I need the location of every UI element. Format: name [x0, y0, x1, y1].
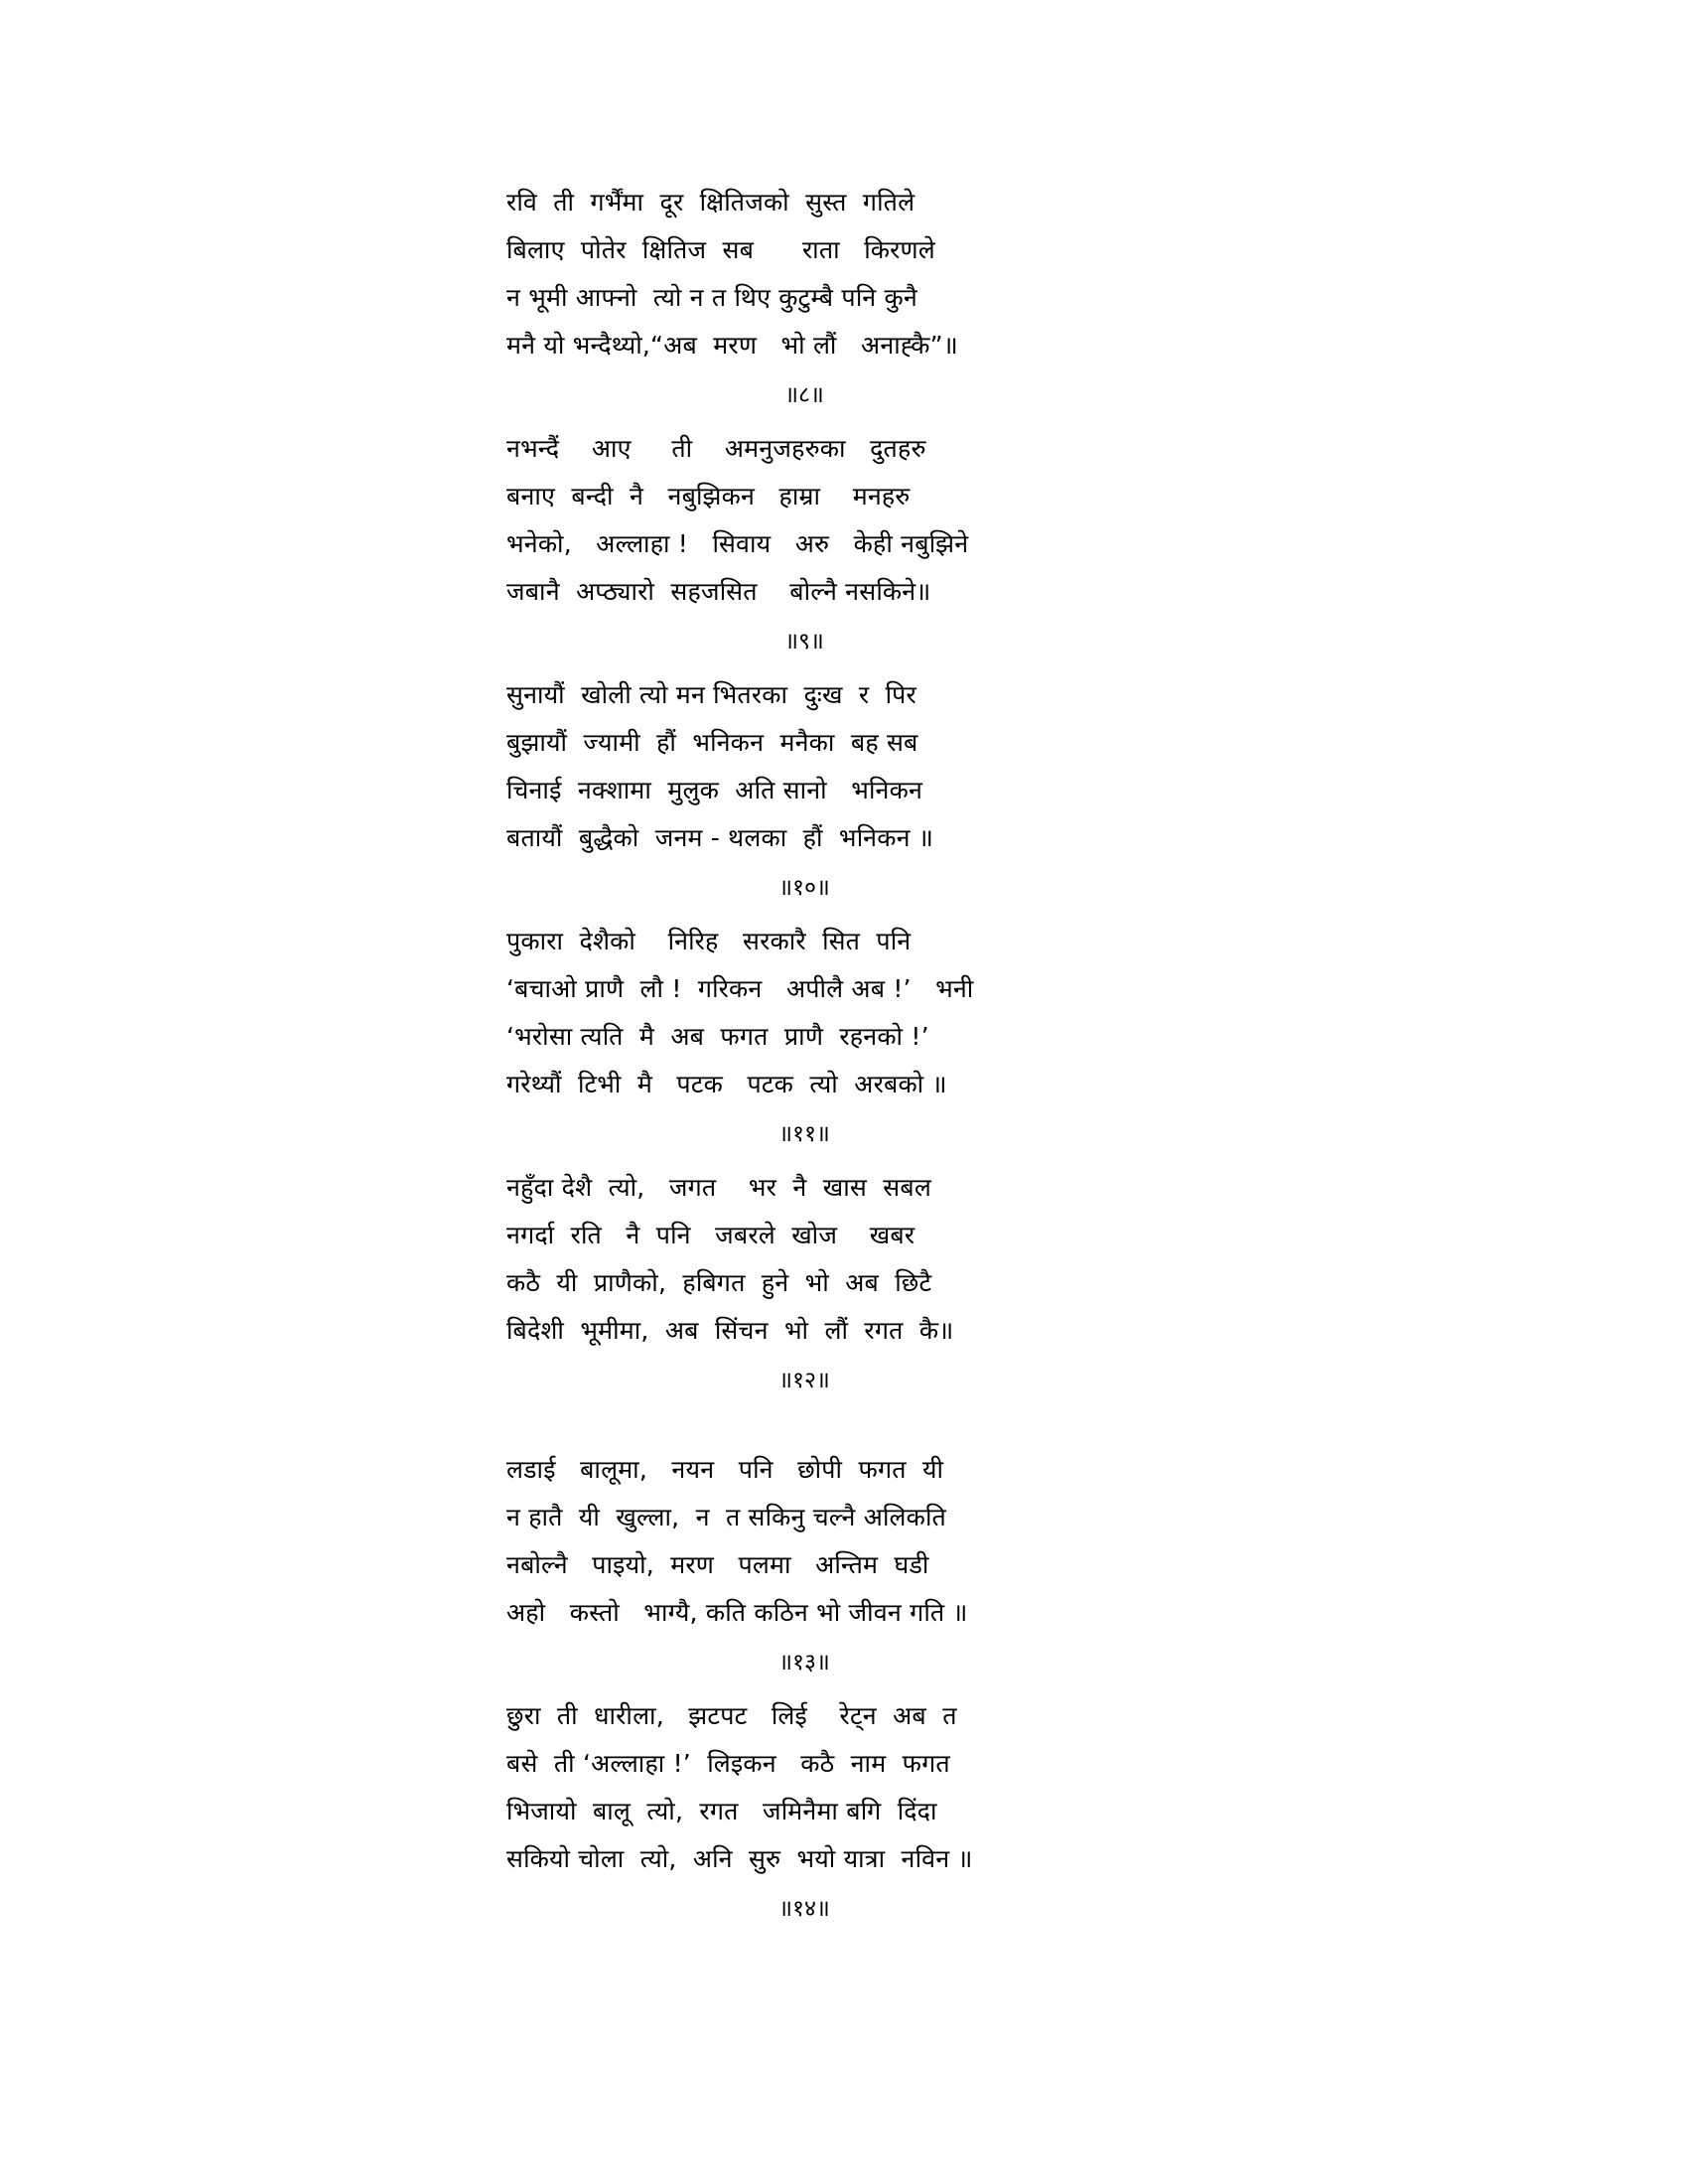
verse-line: अहो कस्तो भाग्यै, कति कठिन भो जीवन गति ॥ [506, 1598, 968, 1627]
stanza-number: ॥१०॥ [778, 875, 830, 901]
verse-line: बसे ती ‘अल्लाहा !’ लिइकन कठै नाम फगत [506, 1749, 950, 1778]
stanza-number: ॥८॥ [784, 382, 824, 408]
verse-line: बिदेशी भूमीमा, अब सिंचन भो लौं रगत कै॥ [506, 1316, 954, 1345]
stanza [506, 1446, 1102, 1686]
verse-line: भिजायो बालू त्यो, रगत जमिनैमा बगि दिंदा [506, 1797, 937, 1825]
verse-line: भनेको, अल्लाहा ! सिवाय अरु केही नबुझिने [506, 529, 969, 558]
verse-line: मनै यो भन्दैथ्यो,“अब मरण भो लौं अनाह्कै”॥ [506, 331, 958, 360]
poem-body [506, 179, 1102, 1939]
verse-line: नभन्दैं आए ती अमनुजहरुका दुतहरु [506, 434, 926, 463]
verse-line: बनाए बन्दी नै नबुझिकन हाम्रा मनहरु [506, 482, 911, 510]
verse-line: रवि ती गर्भैंमा दूर क्षितिजको सुस्त गतिले [506, 188, 915, 217]
verse-line: बिलाए पोतेर क्षितिज सब राता किरणले [506, 235, 935, 264]
stanza [506, 425, 1102, 665]
stanza-number: ॥११॥ [778, 1121, 830, 1147]
verse-line: नगर्दा रति नै पनि जबरले खोज खबर [506, 1221, 915, 1249]
verse-line: छुरा ती धारीला, झटपट लिई रेट्न अब त [506, 1701, 957, 1730]
verse-line: जबानै अप्ठ्यारो सहजसित बोल्नै नसकिने॥ [506, 577, 931, 606]
stanza-number: ॥१२॥ [778, 1368, 830, 1393]
verse-line: नहुँदा देशै त्यो, जगत भर नै खास सबल [506, 1173, 931, 1202]
verse-line: नबोल्नै पाइयो, मरण पलमा अन्तिम घडी [506, 1550, 929, 1579]
verse-line: लडाई बालूमा, नयन पनि छोपी फगत यी [506, 1455, 944, 1484]
verse-line: गरेथ्यौं टिभी मै पटक पटक त्यो अरबको ॥ [506, 1070, 947, 1098]
verse-line: पुकारा देशैको निरिह सरकारै सित पनि [506, 927, 912, 955]
verse-line: ‘बचाओ प्राणै लौ ! गरिकन अपीलै अब !’ भनी [506, 974, 974, 1003]
verse-line: न भूमी आफ्नो त्यो न त थिए कुटुम्बै पनि कुनै [506, 283, 917, 312]
verse-line: बुझायौं ज्यामी हौं भनिकन मनैका बह सब [506, 728, 918, 757]
stanza [506, 179, 1102, 419]
stanza-number: ॥१३॥ [778, 1650, 830, 1675]
verse-line: सकियो चोला त्यो, अनि सुरु भयो यात्रा नविन ॥ [506, 1844, 973, 1873]
verse-line: चिनाई नक्शामा मुलुक अति सानो भनिकन [506, 776, 923, 804]
stanza [506, 918, 1102, 1158]
verse-line: सुनायौं खोली त्यो मन भितरका दुःख र पिर [506, 680, 916, 709]
stanza-number: ॥१४॥ [778, 1896, 830, 1922]
verse-line: ‘भरोसा त्यति मै अब फगत प्राणै रहनको !’ [506, 1022, 929, 1051]
stanza [506, 1164, 1102, 1404]
stanza [506, 1692, 1102, 1933]
verse-line: बतायौं बुद्धैको जनम - थलका हौं भनिकन ॥ [506, 823, 934, 852]
stanza-number: ॥९॥ [784, 629, 824, 655]
verse-line: कठै यी प्राणैको, हबिगत हुने भो अब छिटै [506, 1268, 932, 1297]
stanza-gap [506, 1410, 1102, 1446]
stanza [506, 671, 1102, 912]
verse-line: न हातै यी खुल्ला, न त सकिनु चल्नै अलिकति [506, 1503, 946, 1531]
